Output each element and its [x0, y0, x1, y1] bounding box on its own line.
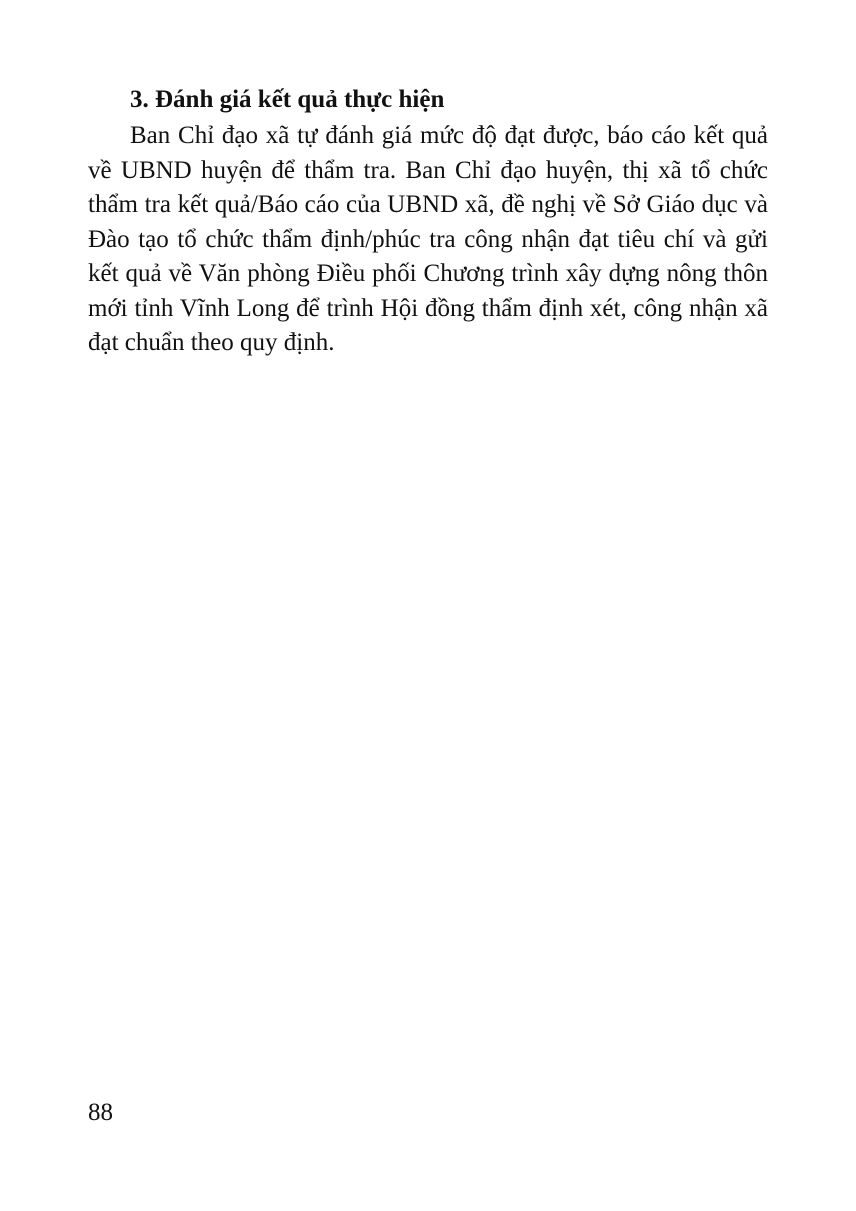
section-heading: 3. Đánh giá kết quả thực hiện [130, 86, 445, 113]
page-number: 88 [88, 1099, 113, 1126]
body-paragraph: Ban Chỉ đạo xã tự đánh giá mức độ đạt được, báo cáo kết quả về UBND huyện để thẩm tra. Ban Chỉ đạo huyện, thị xã tổ chức thẩm tra kết quả/Báo cáo của UBND xã, đề nghị về Sở Giáo dục và Đào tạo tổ chức thẩm định/phúc tra công nhận đạt tiêu chí và gửi kết quả về Văn phòng Điều phối Chương trình xây dựng nông thôn mới tỉnh Vĩnh Long để trình Hội đồng thẩm định xét, công nhận xã đạt chuẩn theo quy định. [88, 122, 768, 356]
page-content [88, 82, 768, 361]
